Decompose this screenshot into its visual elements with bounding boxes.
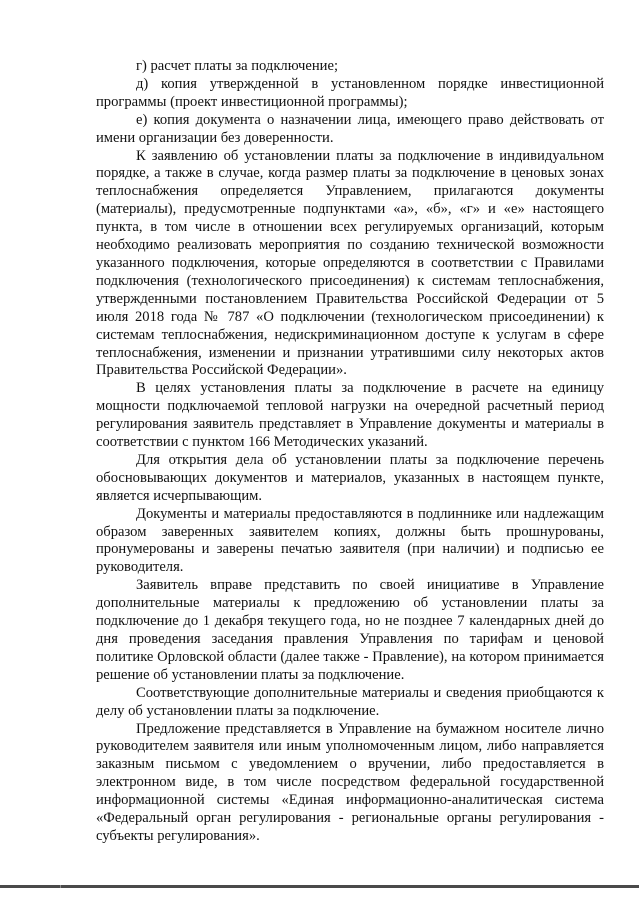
document-body: [96, 58, 604, 846]
paragraph-submission-method: Предложение представляется в Управление на бумажном носителе лично руководителем заявителя или иным уполномоченным лицом, либо направляется заказным письмом с уведомлением о вручении, либо предоставляется в электронном виде, в том числе посредством федеральной государственной информационной системы «Единая информационно-аналитическая система «Федеральный орган регулирования - региональные органы регулирования - субъекты регулирования».: [96, 720, 604, 844]
paragraph-item-g: г) расчет платы за подключение;: [136, 58, 339, 74]
paragraph-unit-capacity: В целях установления платы за подключение в расчете на единицу мощности подключаемой тепловой нагрузки на очередной расчетный период регулирования заявитель представляет в Управление документы и материалы в соответствии с пунктом 166 Методических указаний.: [96, 380, 604, 451]
paragraph-exhaustive-list: Для открытия дела об установлении платы за подключение перечень обосновывающих документов и материалов, указанных в настоящем пункте, является исчерпывающим.: [96, 451, 604, 504]
paragraph-additional-materials: Заявитель вправе представить по своей инициативе в Управление дополнительные материалы к предложению об установлении платы за подключение до 1 декабря текущего года, но не позднее 7 календарных дней до дня проведения заседания правления Управления по тарифам и ценовой политике Орловской области (далее также - Правление), на котором принимается решение об установлении платы за подключение.: [96, 577, 604, 683]
paragraph-individual-order: К заявлению об установлении платы за подключение в индивидуальном порядке, а также в случае, когда размер платы за подключение в ценовых зонах теплоснабжения определяется Управлением, прилагаются документы (материалы), предусмотренные подпунктами «а», «б», «г» и «е» настоящего пункта, в том числе в отношении всех регулируемых организаций, которым необходимо реализовать мероприятия по созданию технической возможности указанного подключения, которые определяются в соответствии с Правилами подключения (технологического присоединения) к системам теплоснабжения, утвержденными постановлением Правительства Российской Федерации от 5 июля 2018 года № 787 «О подключении (технологическом присоединении) к системам теплоснабжения, недискриминационном доступе к услугам в сфере теплоснабжения, изменении и признании утратившими силу некоторых актов Правительства Российской Федерации».: [96, 147, 604, 379]
paragraph-item-e: е) копия документа о назначении лица, имеющего право действовать от имени организации без доверенности.: [96, 111, 604, 146]
scan-bottom-edge: [0, 885, 639, 888]
paragraph-item-d: д) копия утвержденной в установленном порядке инвестиционной программы (проект инвестиционной программы);: [96, 75, 604, 110]
paragraph-materials-attached: Соответствующие дополнительные материалы и сведения приобщаются к делу об установлении платы за подключение.: [96, 684, 604, 719]
paragraph-documents-format: Документы и материалы предоставляются в подлиннике или надлежащим образом заверенных заявителем копиях, должны быть прошнурованы, пронумерованы и заверены печатью заявителя (при наличии) и подписью ее руководителя.: [96, 505, 604, 576]
